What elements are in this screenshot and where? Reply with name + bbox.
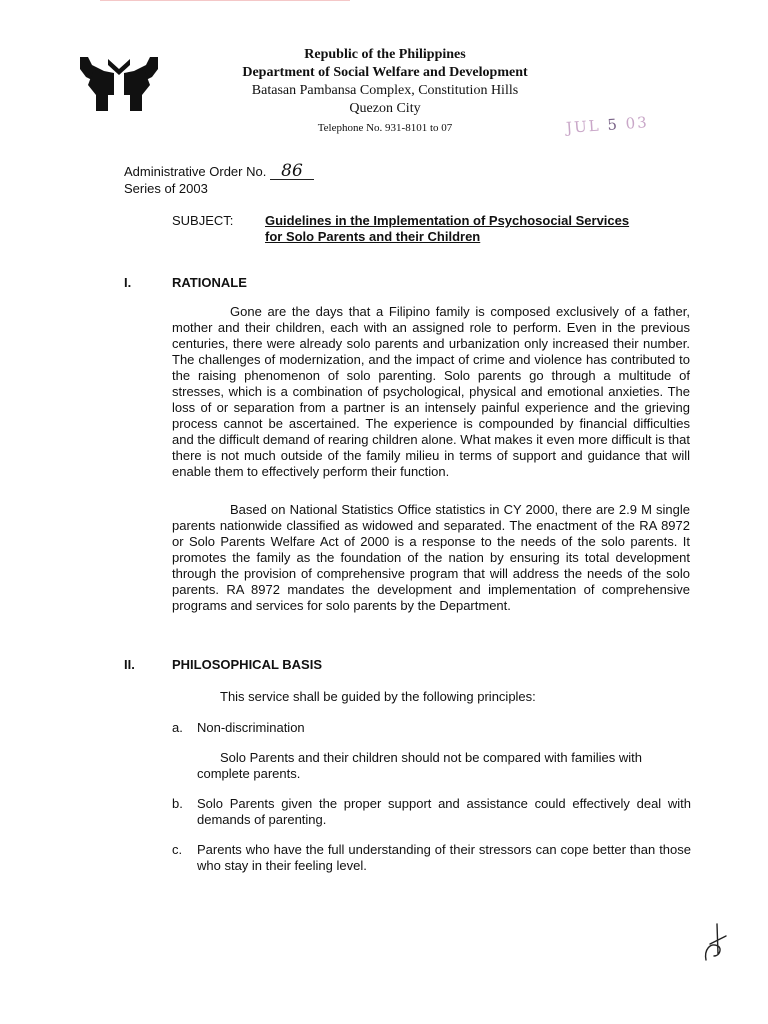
subject-text [265, 213, 685, 245]
section-1-title: RATIONALE [172, 275, 247, 290]
principle-c-letter: c. [172, 842, 183, 857]
principle-b-letter: b. [172, 796, 183, 811]
principle-a-letter: a. [172, 720, 183, 735]
order-series: Series of 2003 [124, 181, 208, 196]
section-1-number: I. [124, 275, 132, 290]
letterhead-republic: Republic of the Philippines [304, 47, 466, 62]
administrative-order [124, 163, 314, 197]
letterhead [210, 46, 560, 136]
letterhead-department: Department of Social Welfare and Development [242, 65, 528, 80]
handwritten-initial [700, 920, 730, 966]
date-stamp-month: JUL [565, 116, 609, 137]
rationale-paragraph-2: Based on National Statistics Office statistics in CY 2000, there are 2.9 M single parents nationwide classified as widowed and separated. The enactment of the RA 8972 or Solo Parents Welfare Act of 2000 is a response to the needs of the solo parents. It promotes the family as the foundation of the nation by ensuring its total development through the provision of comprehensive program that will address the needs of the solo parents. RA 8972 mandates the development and implementation of comprehensive programs and services for solo parents by the Department. [172, 502, 690, 613]
subject-label: SUBJECT: [172, 213, 234, 228]
scan-edge-line [100, 0, 350, 1]
principle-b-text: Solo Parents given the proper support and assistance could effectively deal with demands of parenting. [197, 796, 691, 827]
section-2-number: II. [124, 657, 135, 672]
letterhead-telephone: Telephone No. 931-8101 to 07 [317, 122, 453, 134]
letterhead-address: Batasan Pambansa Complex, Constitution Hills [251, 83, 519, 98]
principles-intro: This service shall be guided by the following principles: [220, 689, 536, 704]
order-label: Administrative Order No. [124, 164, 267, 179]
principle-c-text: Parents who have the full understanding of their stressors can cope better than those who stay in their feeling level. [197, 842, 691, 873]
order-number-line [124, 163, 314, 180]
date-stamp-year: 03 [618, 113, 650, 134]
date-stamp-day: 5 [606, 115, 620, 134]
letterhead-city: Quezon City [349, 101, 421, 116]
dswd-logo [78, 55, 160, 115]
principle-a-text: Non-discrimination [197, 720, 305, 735]
subject-line-1: Guidelines in the Implementation of Psychosocial Services [265, 213, 630, 228]
order-number: 86 [270, 164, 314, 180]
principle-a-detail: Solo Parents and their children should not be compared with families with complete parents. [197, 750, 643, 781]
date-stamp [565, 113, 649, 137]
section-2-title: PHILOSOPHICAL BASIS [172, 657, 323, 672]
rationale-paragraph-1: Gone are the days that a Filipino family is composed exclusively of a father, mother and their children, each with an assigned role to perform. Even in the previous centuries, there were already solo parents and urbanization only increased their number. The challenges of modernization, and the impact of crime and violence has contributed to the raising phenomenon of solo parenting. Solo parents go through a multitude of stresses, which is a combination of psychological, physical and emotional anxieties. The loss of or separation from a partner is an intensely painful experience and the grieving process cannot be ascertained. The experience is compounded by financial difficulties and the difficult demand of rearing children alone. What makes it even more difficult is that there is not much outside of the family milieu in terms of support and guidance that will enable them to effectively perform their function. [172, 304, 690, 479]
subject-line-2: for Solo Parents and their Children [265, 229, 481, 244]
